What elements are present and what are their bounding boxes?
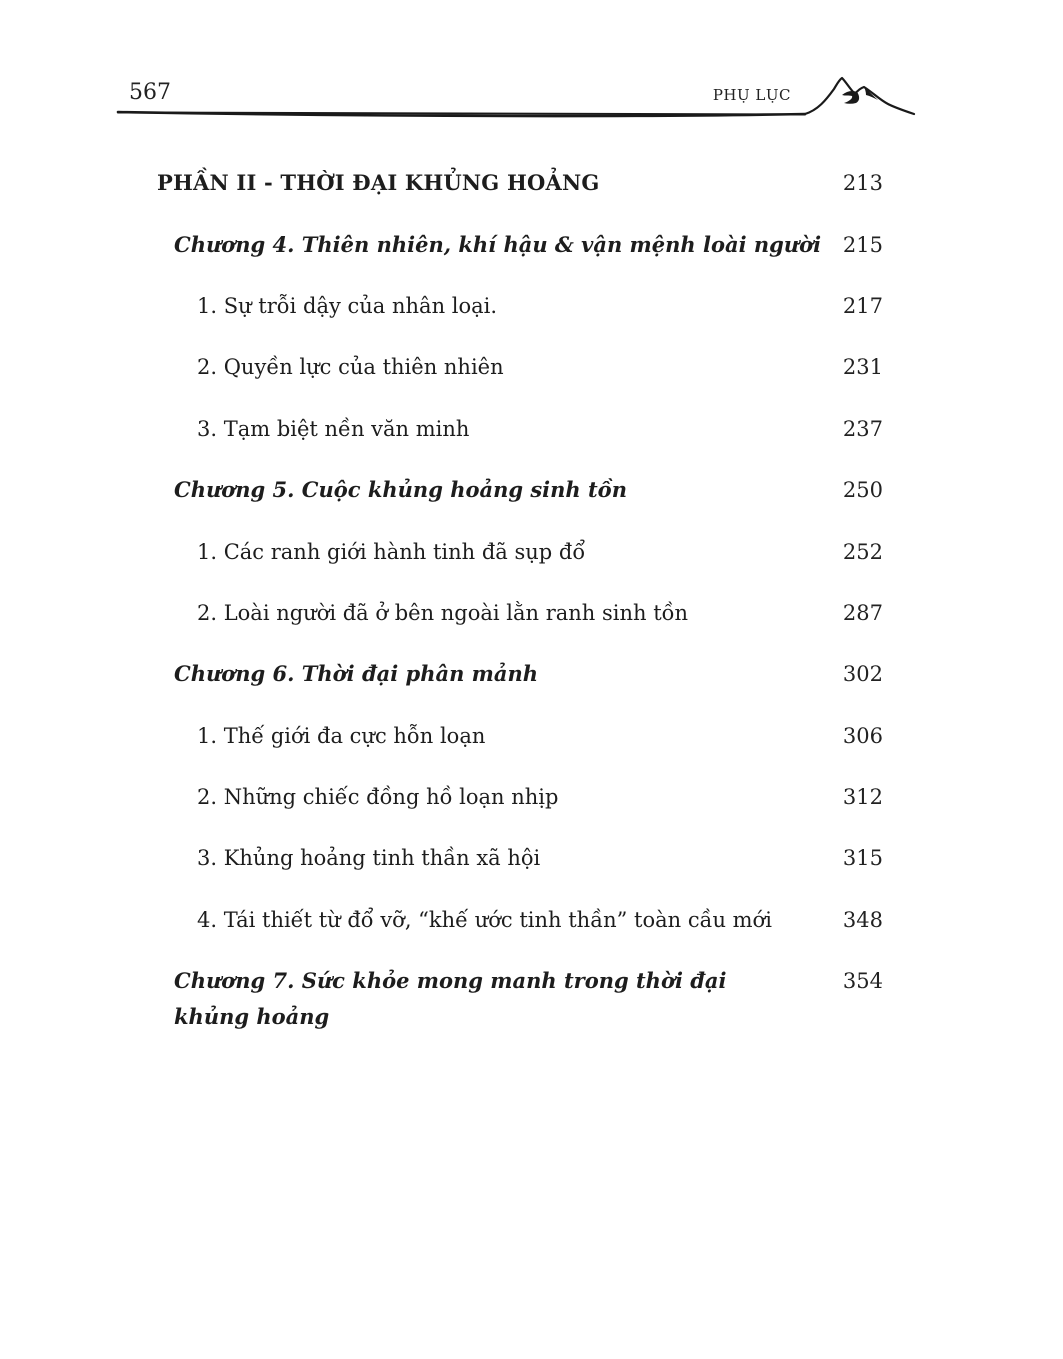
toc-entry-page: 231 xyxy=(842,355,883,379)
page-number: 567 xyxy=(129,80,171,105)
toc-chapter-entry xyxy=(0,227,1063,267)
toc-entry-page: 237 xyxy=(842,417,883,441)
toc-entry-title: Chương 4. Thiên nhiên, khí hậu & vận mệnh loài người xyxy=(174,232,822,257)
toc-section-entry xyxy=(0,534,1063,574)
toc-entry-page: 217 xyxy=(842,294,883,318)
mountain-ornament-icon xyxy=(805,78,914,114)
header-rule xyxy=(0,0,1063,130)
toc-entry-page: 348 xyxy=(842,908,883,932)
toc-entry-page: 250 xyxy=(842,478,883,502)
toc-entry-page: 312 xyxy=(842,785,883,809)
toc-entry-title: 1. Thế giới đa cực hỗn loạn xyxy=(197,724,486,748)
page-header xyxy=(0,0,1063,130)
toc-entry-title: 2. Quyền lực của thiên nhiên xyxy=(197,355,504,379)
toc-entry-page: 215 xyxy=(842,233,883,257)
running-head: PHỤ LỤC xyxy=(712,86,791,104)
toc-entry-title: 2. Loài người đã ở bên ngoài lằn ranh sinh tồn xyxy=(197,601,689,625)
toc-section-entry xyxy=(0,779,1063,819)
toc-section-entry xyxy=(0,840,1063,880)
toc-section-entry xyxy=(0,595,1063,635)
toc-chapter-entry xyxy=(0,656,1063,696)
toc-part-entry xyxy=(0,165,1063,205)
toc-chapter-entry xyxy=(0,963,1063,1043)
toc-entry-page: 315 xyxy=(842,846,883,870)
toc-entry-page: 213 xyxy=(842,171,883,195)
toc-entry-title: PHẦN II - THỜI ĐẠI KHỦNG HOẢNG xyxy=(157,170,600,195)
toc-section-entry xyxy=(0,902,1063,942)
toc-chapter-entry xyxy=(0,472,1063,512)
toc-entry-title: Chương 6. Thời đại phân mảnh xyxy=(174,661,539,686)
toc-entry-title: 1. Các ranh giới hành tinh đã sụp đổ xyxy=(197,540,586,564)
toc-section-entry xyxy=(0,411,1063,451)
toc-entry-page: 252 xyxy=(842,540,883,564)
toc-entry-title: Chương 7. Sức khỏe mong manh trong thời đại khủng hoảng xyxy=(174,968,727,1029)
toc-section-entry xyxy=(0,349,1063,389)
toc-entry-title: Chương 5. Cuộc khủng hoảng sinh tồn xyxy=(174,477,627,502)
toc-entry-title: 4. Tái thiết từ đổ vỡ, “khế ước tinh thần” toàn cầu mới xyxy=(197,908,772,932)
toc-section-entry xyxy=(0,288,1063,328)
toc-entry-page: 302 xyxy=(842,662,883,686)
toc-entry-title: 2. Những chiếc đồng hồ loạn nhịp xyxy=(197,785,559,809)
toc-entry-title: 3. Khủng hoảng tinh thần xã hội xyxy=(197,846,541,870)
toc-entry-page: 287 xyxy=(842,601,883,625)
toc-entry-page: 306 xyxy=(842,724,883,748)
toc-entry-title: 1. Sự trỗi dậy của nhân loại. xyxy=(197,294,498,318)
toc-entry-page: 354 xyxy=(842,969,883,993)
toc-entry-title: 3. Tạm biệt nền văn minh xyxy=(197,417,470,441)
toc-section-entry xyxy=(0,718,1063,758)
